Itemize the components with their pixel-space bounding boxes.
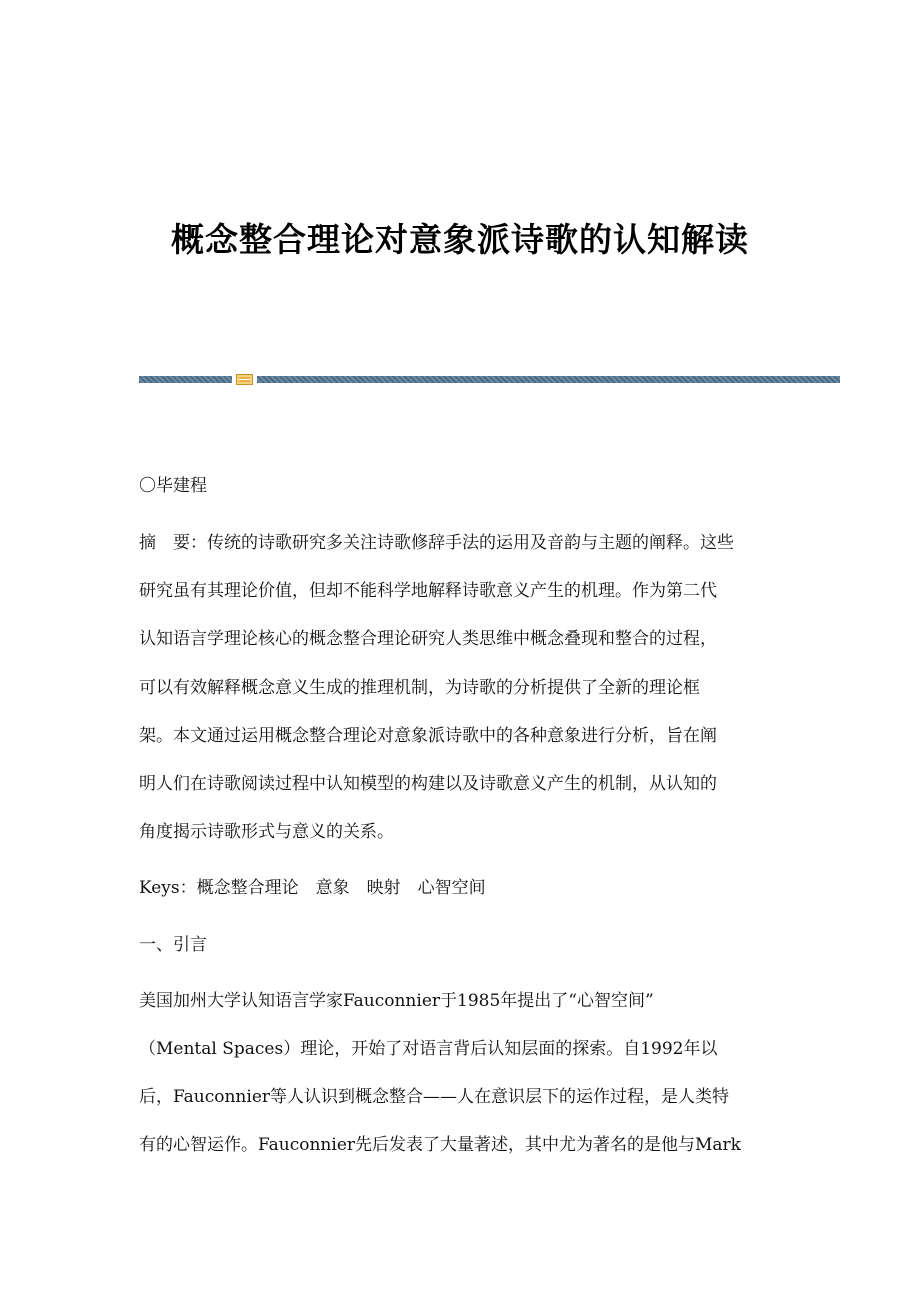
abstract-line: 架。本文通过运用概念整合理论对意象派诗歌中的各种意象进行分析，旨在阐: [139, 726, 717, 746]
keywords-line: Keys：概念整合理论 意象 映射 心智空间: [139, 878, 486, 898]
intro-line: 美国加州大学认知语言学家Fauconnier于1985年提出了“心智空间”: [139, 991, 654, 1011]
intro-line: 有的心智运作。Fauconnier先后发表了大量著述，其中尤为著名的是他与Mark: [139, 1135, 741, 1155]
section-heading: 一、引言: [139, 935, 207, 955]
abstract-line: 可以有效解释概念意义生成的推理机制，为诗歌的分析提供了全新的理论框: [139, 678, 700, 698]
abstract-line: 明人们在诗歌阅读过程中认知模型的构建以及诗歌意义产生的机制，从认知的: [139, 774, 717, 794]
title-divider: [139, 374, 840, 384]
abstract-line: 摘 要：传统的诗歌研究多关注诗歌修辞手法的运用及音韵与主题的阐释。这些: [139, 533, 734, 553]
paper-title: 概念整合理论对意象派诗歌的认知解读: [171, 220, 749, 259]
divider-bar-right: [257, 376, 840, 383]
author-line: 〇毕建程: [139, 476, 207, 496]
abstract-line: 角度揭示诗歌形式与意义的关系。: [139, 822, 394, 842]
intro-line: （Mental Spaces）理论，开始了对语言背后认知层面的探索。自1992年以: [139, 1039, 718, 1059]
abstract-line: 认知语言学理论核心的概念整合理论研究人类思维中概念叠现和整合的过程，: [139, 629, 717, 649]
divider-bar-left: [139, 376, 232, 383]
intro-line: 后，Fauconnier等人认识到概念整合——人在意识层下的运作过程，是人类特: [139, 1087, 730, 1107]
divider-emblem-icon: [236, 374, 253, 385]
abstract-line: 研究虽有其理论价值，但却不能科学地解释诗歌意义产生的机理。作为第二代: [139, 581, 717, 601]
